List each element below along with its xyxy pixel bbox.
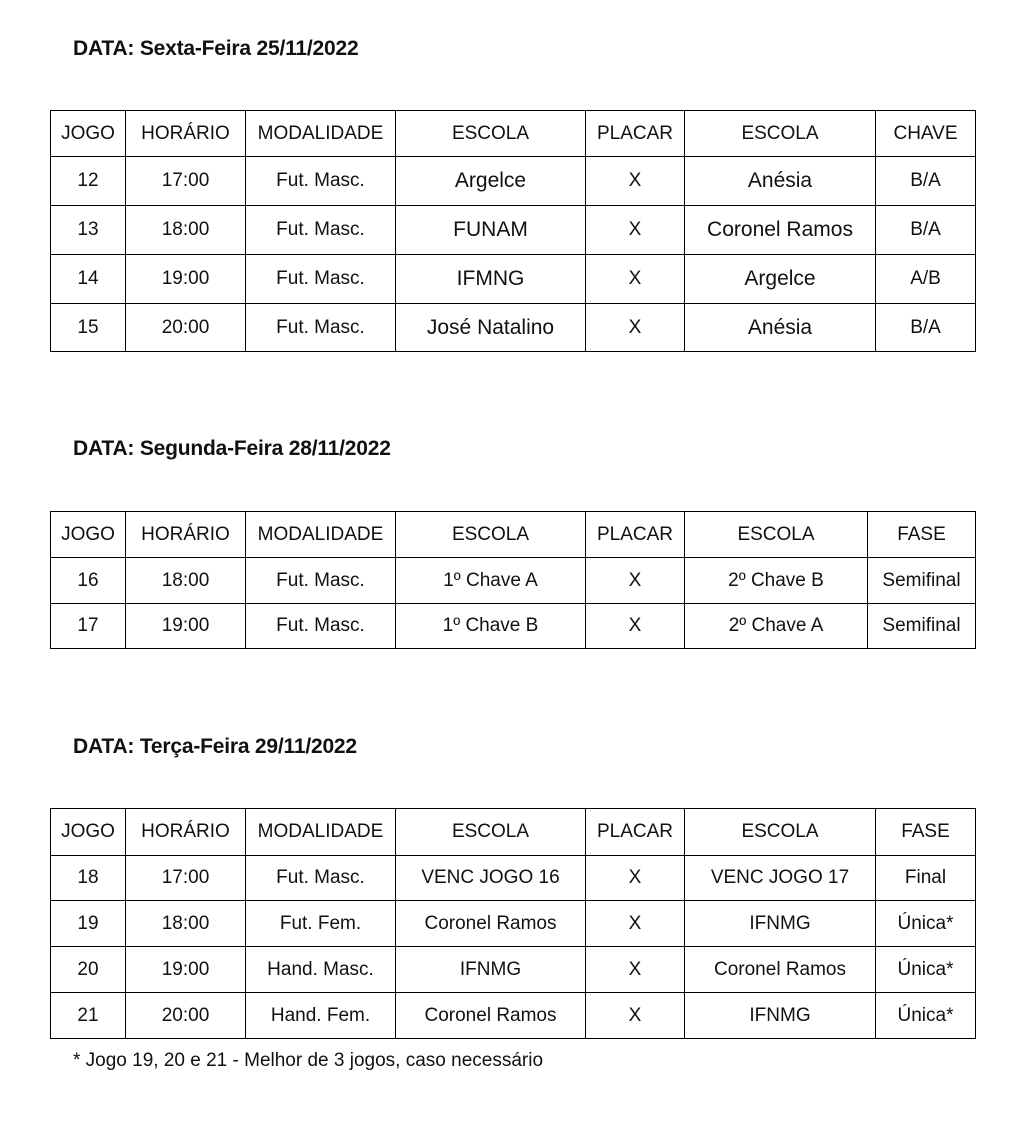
cell-escola-home: Coronel Ramos — [396, 901, 586, 947]
cell-horario: 18:00 — [126, 558, 246, 604]
cell-chave: B/A — [876, 304, 976, 352]
cell-modalidade: Hand. Fem. — [246, 993, 396, 1039]
schedule-table-3 — [50, 808, 976, 1039]
header-jogo: JOGO — [51, 111, 126, 157]
cell-escola-away: Coronel Ramos — [685, 947, 876, 993]
cell-modalidade: Fut. Masc. — [246, 856, 396, 901]
cell-modalidade: Fut. Fem. — [246, 901, 396, 947]
cell-escola-away: 2º Chave B — [685, 558, 868, 604]
date-heading-1: DATA: Sexta-Feira 25/11/2022 — [73, 37, 359, 60]
cell-modalidade: Fut. Masc. — [246, 157, 396, 206]
cell-modalidade: Fut. Masc. — [246, 604, 396, 649]
cell-placar: X — [586, 993, 685, 1039]
cell-jogo: 19 — [51, 901, 126, 947]
header-horario: HORÁRIO — [126, 809, 246, 856]
header-modalidade: MODALIDADE — [246, 111, 396, 157]
table-row — [51, 304, 976, 352]
header-placar: PLACAR — [586, 111, 685, 157]
cell-placar: X — [586, 255, 685, 304]
cell-chave: B/A — [876, 206, 976, 255]
header-escola-home: ESCOLA — [396, 809, 586, 856]
cell-escola-home: Coronel Ramos — [396, 993, 586, 1039]
table-row — [51, 856, 976, 901]
cell-jogo: 15 — [51, 304, 126, 352]
cell-horario: 20:00 — [126, 304, 246, 352]
cell-escola-away: Anésia — [685, 304, 876, 352]
cell-modalidade: Fut. Masc. — [246, 558, 396, 604]
cell-horario: 18:00 — [126, 901, 246, 947]
header-escola-away: ESCOLA — [685, 111, 876, 157]
cell-jogo: 17 — [51, 604, 126, 649]
cell-escola-home: VENC JOGO 16 — [396, 856, 586, 901]
cell-fase: Única* — [876, 947, 976, 993]
header-modalidade: MODALIDADE — [246, 512, 396, 558]
header-escola-away: ESCOLA — [685, 512, 868, 558]
cell-escola-home: 1º Chave A — [396, 558, 586, 604]
cell-placar: X — [586, 558, 685, 604]
header-modalidade: MODALIDADE — [246, 809, 396, 856]
cell-escola-away: Coronel Ramos — [685, 206, 876, 255]
cell-escola-home: José Natalino — [396, 304, 586, 352]
cell-horario: 17:00 — [126, 157, 246, 206]
schedule-table-2 — [50, 511, 976, 649]
header-fase: FASE — [876, 809, 976, 856]
cell-jogo: 20 — [51, 947, 126, 993]
table-header-row — [51, 512, 976, 558]
cell-escola-away: IFNMG — [685, 993, 876, 1039]
cell-placar: X — [586, 901, 685, 947]
cell-placar: X — [586, 206, 685, 255]
schedule-table-1 — [50, 110, 976, 352]
cell-fase: Final — [876, 856, 976, 901]
cell-horario: 17:00 — [126, 856, 246, 901]
cell-fase: Única* — [876, 901, 976, 947]
cell-chave: B/A — [876, 157, 976, 206]
cell-escola-home: IFMNG — [396, 255, 586, 304]
cell-fase: Semifinal — [868, 604, 976, 649]
header-chave: CHAVE — [876, 111, 976, 157]
cell-escola-away: 2º Chave A — [685, 604, 868, 649]
header-horario: HORÁRIO — [126, 111, 246, 157]
cell-fase: Única* — [876, 993, 976, 1039]
cell-escola-home: IFNMG — [396, 947, 586, 993]
header-placar: PLACAR — [586, 512, 685, 558]
cell-modalidade: Fut. Masc. — [246, 255, 396, 304]
table-row — [51, 206, 976, 255]
cell-chave: A/B — [876, 255, 976, 304]
header-escola-home: ESCOLA — [396, 111, 586, 157]
table-header-row — [51, 111, 976, 157]
cell-jogo: 16 — [51, 558, 126, 604]
table-row — [51, 558, 976, 604]
cell-escola-away: IFNMG — [685, 901, 876, 947]
cell-placar: X — [586, 947, 685, 993]
cell-jogo: 12 — [51, 157, 126, 206]
table-row — [51, 157, 976, 206]
cell-placar: X — [586, 304, 685, 352]
table-row — [51, 901, 976, 947]
date-heading-2: DATA: Segunda-Feira 28/11/2022 — [73, 437, 391, 460]
cell-modalidade: Hand. Masc. — [246, 947, 396, 993]
header-jogo: JOGO — [51, 512, 126, 558]
table-header-row — [51, 809, 976, 856]
cell-jogo: 18 — [51, 856, 126, 901]
table-row — [51, 993, 976, 1039]
cell-horario: 18:00 — [126, 206, 246, 255]
cell-horario: 19:00 — [126, 604, 246, 649]
cell-escola-home: Argelce — [396, 157, 586, 206]
header-escola-away: ESCOLA — [685, 809, 876, 856]
cell-jogo: 14 — [51, 255, 126, 304]
cell-escola-away: Argelce — [685, 255, 876, 304]
table-row — [51, 255, 976, 304]
cell-placar: X — [586, 157, 685, 206]
cell-horario: 19:00 — [126, 947, 246, 993]
cell-escola-home: 1º Chave B — [396, 604, 586, 649]
header-fase: FASE — [868, 512, 976, 558]
footnote: * Jogo 19, 20 e 21 - Melhor de 3 jogos, caso necessário — [73, 1050, 544, 1071]
cell-escola-away: Anésia — [685, 157, 876, 206]
table-row — [51, 604, 976, 649]
header-escola-home: ESCOLA — [396, 512, 586, 558]
cell-modalidade: Fut. Masc. — [246, 206, 396, 255]
cell-jogo: 21 — [51, 993, 126, 1039]
cell-modalidade: Fut. Masc. — [246, 304, 396, 352]
cell-escola-away: VENC JOGO 17 — [685, 856, 876, 901]
cell-placar: X — [586, 856, 685, 901]
cell-escola-home: FUNAM — [396, 206, 586, 255]
cell-horario: 19:00 — [126, 255, 246, 304]
cell-placar: X — [586, 604, 685, 649]
cell-jogo: 13 — [51, 206, 126, 255]
header-jogo: JOGO — [51, 809, 126, 856]
date-heading-3: DATA: Terça-Feira 29/11/2022 — [73, 735, 357, 758]
cell-horario: 20:00 — [126, 993, 246, 1039]
header-horario: HORÁRIO — [126, 512, 246, 558]
cell-fase: Semifinal — [868, 558, 976, 604]
table-row — [51, 947, 976, 993]
header-placar: PLACAR — [586, 809, 685, 856]
